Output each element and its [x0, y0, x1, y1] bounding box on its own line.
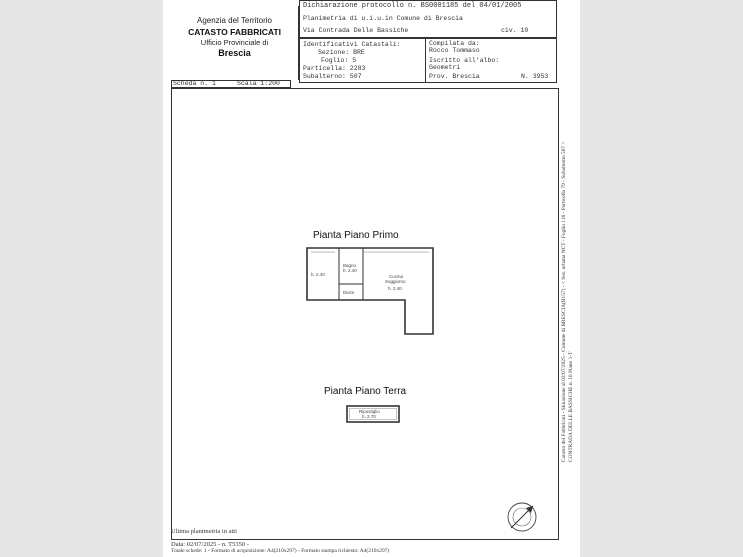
plan-label: Planimetria di u.i.u.in Comune di Brescia [303, 15, 463, 22]
right-background [580, 0, 743, 557]
agency-name: Agenzia del Territorio [196, 16, 272, 25]
living-label: Soggiorno [385, 279, 406, 284]
office-label: Ufficio Provinciale di [200, 38, 269, 47]
footer-last-plan: Ultima planimetria in atti [171, 528, 237, 535]
protocol-text: Dichiarazione protocollo n. BS0001185 del 04/01/2005 [303, 2, 522, 10]
left-background [0, 0, 163, 557]
ground-floor-title: Pianta Piano Terra [324, 386, 407, 397]
room1-height: h. 2.40 [311, 272, 325, 277]
registration-number: N. 3953 [521, 73, 549, 80]
cadastral-sheet [163, 0, 580, 557]
sezione: Sezione: BRE [318, 49, 365, 56]
particella: Particella: 2283 [303, 65, 366, 72]
side-note-line2: CONTRADA DELLE BASSICHE n. 10 Piano 1-T [568, 351, 574, 462]
identifiers-divider [425, 38, 426, 83]
scale: Scala 1:200 [237, 80, 280, 87]
side-note-line1: Catasto dei Fabbricati - Situazione al 02/07/2025 - Comune di BRESCIA(B157) - < Sez. urbana NCT - Foglio 116 - Particella 79 - Subalterno 507 > [561, 141, 567, 462]
north-arrow-icon [505, 500, 539, 534]
storage-height: h. 2.70 [362, 414, 376, 419]
bathroom-height: h. 2.40 [343, 268, 357, 273]
kitchen-height: h. 2.40 [388, 286, 402, 291]
civic-number: civ. 10 [501, 27, 529, 34]
footer-date: Data: 02/07/2025 - n. T5350 - [171, 541, 249, 548]
bathroom-label: Bagno [343, 263, 357, 268]
agency-block [171, 6, 299, 80]
hallway-label: Disim [343, 290, 355, 295]
first-floor-plan [293, 244, 443, 339]
foglio: Foglio: 5 [321, 57, 357, 64]
cadastral-title: Identificativi Catastali: [303, 41, 401, 48]
first-floor-title: Pianta Piano Primo [313, 230, 399, 241]
kitchen-label: Cucina [389, 274, 404, 279]
storage-label: Ripostiglio [359, 409, 380, 414]
profession: Geometri [429, 64, 461, 71]
registered-label: Iscritto all'albo: [429, 57, 500, 64]
catasto-title: CATASTO FABBRICATI [188, 27, 281, 37]
office-city: Brescia [218, 48, 251, 58]
subalterno: Subalterno: 507 [303, 73, 362, 80]
compiler-name: Rocco Tommaso [429, 47, 480, 54]
scheda-number: Scheda n. 1 [173, 80, 216, 87]
province: Prov. Brescia [429, 73, 480, 80]
footer-totals: Totale schede: 1 - Formato di acquisizione: A4(210x297) - Formato stampa richiesto: A4(210x297) [171, 548, 390, 554]
address: Via Contrada Delle Bassiche [303, 27, 409, 34]
compiler-title: Compilata da: [429, 40, 480, 47]
